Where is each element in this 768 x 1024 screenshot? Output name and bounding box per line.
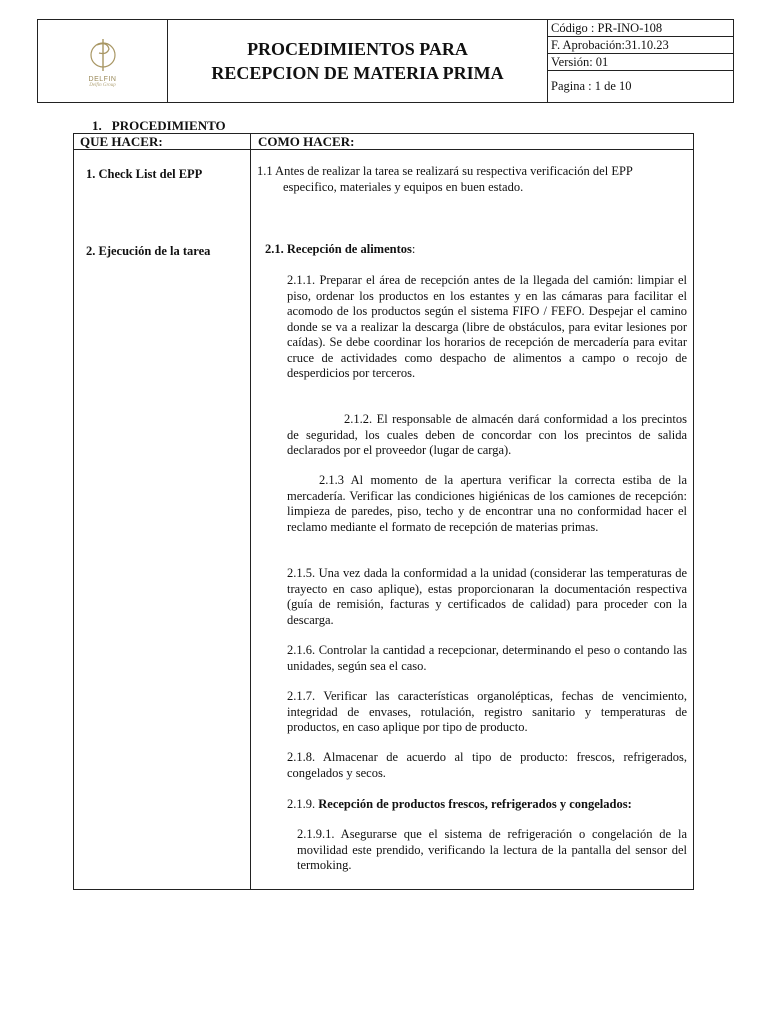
heading-2-1-text: 2.1. Recepción de alimentos (265, 242, 412, 256)
heading-2-1 (265, 242, 685, 258)
step-2-1-9-1: 2.1.9.1. Asegurarse que el sistema de refrigeración o congelación de la movilidad este prendido, verificando la lectura de la pantalla del sensor del termoking. (297, 827, 687, 872)
heading-2-1-colon: : (411, 242, 416, 256)
step-2-1-8: 2.1.8. Almacenar de acuerdo al tipo de producto: frescos, refrigerados, congelados y secos. (287, 750, 687, 780)
step-2-1-7: 2.1.7. Verificar las características organolépticas, fechas de vencimiento, integridad de envases, rotulación, registro sanitario y temperaturas de productos, en caso aplique por tipo de producto. (287, 689, 687, 734)
step-2-1-3: 2.1.3 Al momento de la apertura verificar la correcta estiba de la mercadería. Verificar las condiciones higiénicas de los camiones de recepción: limpieza de paredes, piso, techo y de encontrar una no conformidad hacer el reclamo mediante el formato de recepción de materias primas. (287, 473, 687, 534)
document-header (37, 19, 734, 103)
step-2-1-1: 2.1.1. Preparar el área de recepción antes de la llegada del camión: limpiar el piso, ordenar los productos en los estantes y en las cámaras para facilitar el acomodo de los productos según el sistema FIFO / FEFO. Despejar el camino donde se va a realizar la descarga (libre de obstáculos, para evitar lesiones por caídas). Se debe coordinar los horarios de recepción de mercadería para evitar cruce de actividades como despacho de alimentos a campo o recojo de desperdicios por terceros. (287, 273, 687, 380)
logo-name: DELFIN (88, 75, 117, 83)
meta-version: Versión: 01 (548, 54, 733, 71)
section-number: 1. (92, 118, 102, 133)
step-1-1-line1: 1.1 Antes de realizar la tarea se realizará su respectiva verificación del EPP (257, 164, 633, 178)
logo-tagline: Delfin Group (89, 82, 116, 88)
column-header-que: QUE HACER: (80, 134, 163, 149)
task-ejecucion: 2. Ejecución de la tarea (86, 244, 211, 258)
heading-2-1-9-text: Recepción de productos frescos, refrigerados y congelados: (318, 797, 632, 811)
logo-cell (38, 20, 168, 102)
heading-2-1-9-number: 2.1.9. (287, 797, 316, 811)
table-header-row (74, 134, 693, 150)
step-2-1-2: 2.1.2. El responsable de almacén dará conformidad a los precintos de seguridad, los cuales deben de concordar con los precintos de salida declarados por el proveedor (lugar de carga). (287, 412, 687, 457)
document-title (168, 20, 548, 102)
document-meta (548, 20, 733, 102)
meta-codigo: Código : PR-INO-108 (548, 20, 733, 37)
meta-pagina: Pagina : 1 de 10 (551, 79, 632, 93)
task-check-list: 1. Check List del EPP (86, 167, 203, 181)
title-line-1: PROCEDIMIENTOS PARA (247, 39, 468, 59)
step-1-1-line2: especifico, materiales y equipos en buen estado. (283, 179, 524, 194)
title-line-2: RECEPCION DE MATERIA PRIMA (211, 63, 504, 83)
section-heading (92, 118, 226, 134)
step-2-1-5: 2.1.5. Una vez dada la conformidad a la unidad (considerar las temperaturas de trayecto en caso aplique), estas proporcionaran la documentación respectiva (guía de remisión, facturas y certificados de calidad) para proceder con la descarga. (287, 566, 687, 627)
step-2-1-6: 2.1.6. Controlar la cantidad a recepcionar, determinando el peso o contando las unidades, según sea el caso. (287, 643, 687, 673)
column-header-como: COMO HACER: (258, 134, 355, 149)
step-1-1 (257, 164, 687, 195)
section-title: PROCEDIMIENTO (111, 118, 226, 133)
delfin-logo-icon (83, 35, 123, 75)
procedure-table (73, 133, 694, 890)
meta-aprobacion: F. Aprobación:31.10.23 (548, 37, 733, 54)
column-divider (250, 134, 251, 889)
heading-2-1-9 (287, 797, 687, 813)
